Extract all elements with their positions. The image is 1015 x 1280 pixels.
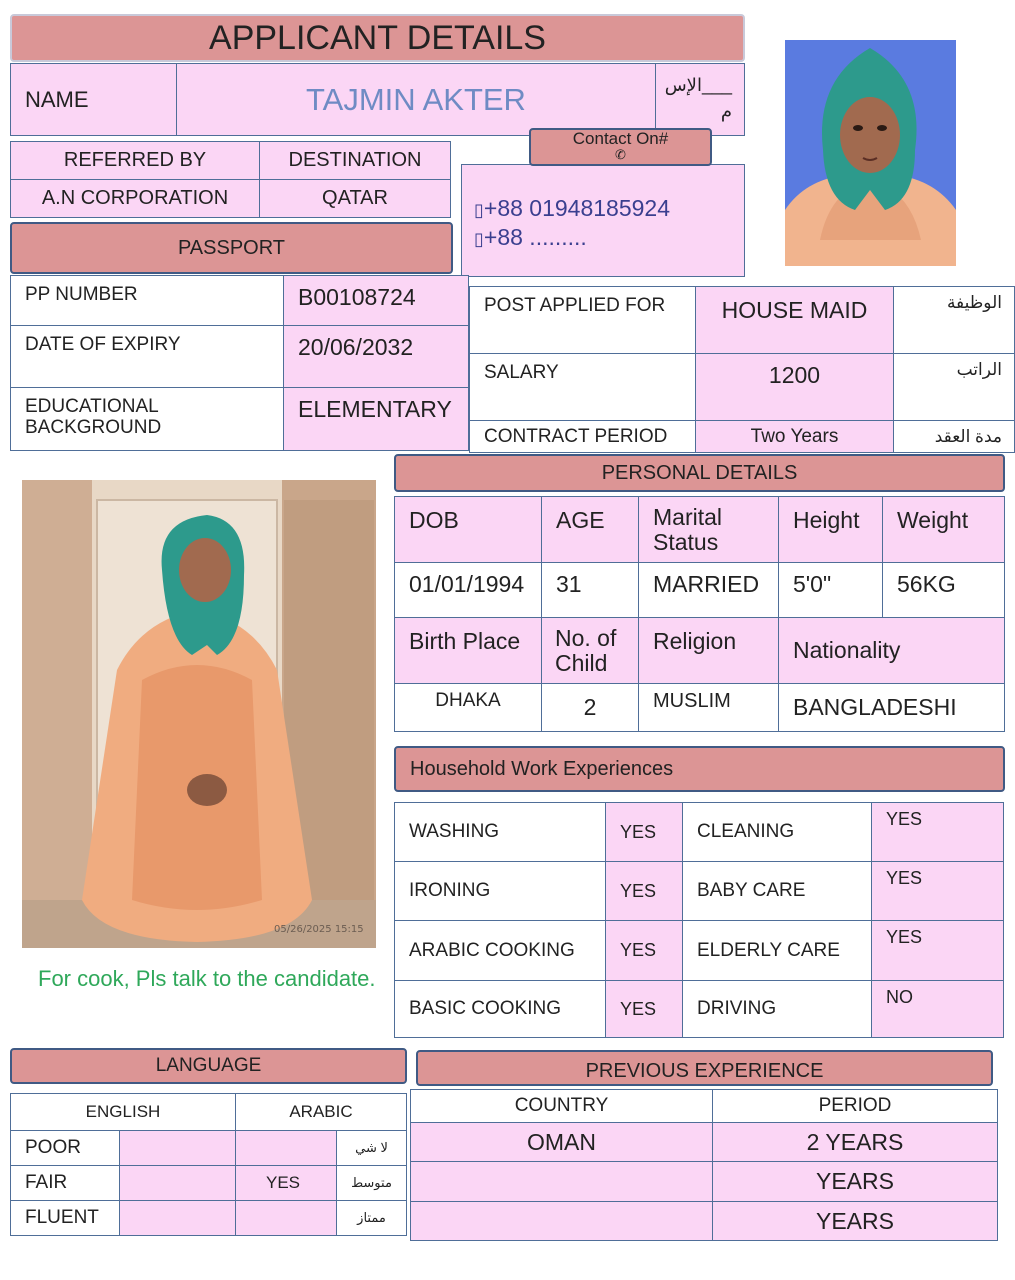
destination-value: QATAR [259, 179, 451, 218]
weight-label: Weight [882, 496, 1005, 563]
personal-title-bar: PERSONAL DETAILS [394, 454, 1005, 492]
language-english-value [119, 1165, 236, 1201]
household-task-left: BASIC COOKING [394, 980, 606, 1038]
phone-secondary[interactable]: ▯+88 ......... [474, 224, 587, 250]
passport-title-bar: PASSPORT [10, 222, 453, 274]
height-label: Height [778, 496, 883, 563]
phone-primary[interactable]: ▯+88 01948185924 [474, 195, 671, 221]
english-header: ENGLISH [10, 1093, 236, 1131]
arabic-header: ARABIC [235, 1093, 407, 1131]
household-task-left: WASHING [394, 802, 606, 862]
language-level: FLUENT [10, 1200, 120, 1236]
marital-value: MARRIED [638, 562, 779, 618]
household-value-right: YES [871, 861, 1004, 921]
language-arabic-value: YES [235, 1165, 337, 1201]
household-value-left: YES [605, 861, 683, 921]
referred-by-value: A.N CORPORATION [10, 179, 260, 218]
salary-value: 1200 [695, 353, 894, 421]
language-level-arabic: ممتاز [336, 1200, 407, 1236]
cook-note: For cook, Pls talk to the candidate. [38, 966, 376, 991]
household-value-right: NO [871, 980, 1004, 1038]
marital-label: Marital Status [638, 496, 779, 563]
previous-country [410, 1161, 713, 1202]
language-level: FAIR [10, 1165, 120, 1201]
contract-label: CONTRACT PERIOD [469, 420, 696, 453]
birthplace-value: DHAKA [394, 683, 542, 732]
household-value-left: YES [605, 980, 683, 1038]
referred-by-label: REFERRED BY [10, 141, 260, 180]
language-english-value [119, 1130, 236, 1166]
contact-title-bar: Contact On# ✆ [529, 128, 712, 166]
household-value-left: YES [605, 920, 683, 981]
previous-period: YEARS [712, 1201, 998, 1241]
salary-label: SALARY [469, 353, 696, 421]
education-value: ELEMENTARY [283, 387, 469, 451]
country-header: COUNTRY [410, 1089, 713, 1123]
religion-value: MUSLIM [638, 683, 779, 732]
language-arabic-value [235, 1200, 337, 1236]
language-arabic-value [235, 1130, 337, 1166]
dob-value: 01/01/1994 [394, 562, 542, 618]
children-value: 2 [541, 683, 639, 732]
contract-value: Two Years [695, 420, 894, 453]
photo-timestamp: 05/26/2025 15:15 [274, 924, 364, 935]
language-level: POOR [10, 1130, 120, 1166]
age-value: 31 [541, 562, 639, 618]
title-bar [10, 14, 745, 62]
page-title: APPLICANT DETAILS [209, 18, 546, 57]
household-task-right: CLEANING [682, 802, 872, 862]
household-value-left: YES [605, 802, 683, 862]
previous-country [410, 1201, 713, 1241]
birthplace-label: Birth Place [394, 617, 542, 684]
previous-country: OMAN [410, 1122, 713, 1162]
dob-label: DOB [394, 496, 542, 563]
previous-period: 2 YEARS [712, 1122, 998, 1162]
weight-value: 56KG [882, 562, 1005, 618]
language-level-arabic: متوسط [336, 1165, 407, 1201]
passport-photo [785, 40, 956, 266]
language-english-value [119, 1200, 236, 1236]
period-header: PERIOD [712, 1089, 998, 1123]
name-value-cell [176, 63, 656, 136]
previous-title-bar: PREVIOUS EXPERIENCE [416, 1050, 993, 1086]
name-label-cell: NAME [10, 63, 177, 136]
household-task-right: ELDERLY CARE [682, 920, 872, 981]
destination-label: DESTINATION [259, 141, 451, 180]
post-arabic: الوظيفة [893, 286, 1015, 354]
education-label: EDUCATIONAL BACKGROUND [10, 387, 284, 451]
full-body-photo [22, 480, 376, 948]
phone-icon: ✆ [615, 147, 626, 162]
household-value-right: YES [871, 920, 1004, 981]
previous-period: YEARS [712, 1161, 998, 1202]
pp-number-value: B00108724 [283, 275, 469, 326]
household-task-right: BABY CARE [682, 861, 872, 921]
nationality-label: Nationality [778, 617, 1005, 684]
language-level-arabic: لا شي [336, 1130, 407, 1166]
expiry-label: DATE OF EXPIRY [10, 325, 284, 388]
nationality-value: BANGLADESHI [778, 683, 1005, 732]
contract-arabic: مدة العقد [893, 420, 1015, 453]
name-arabic-cell: الإس___ م [655, 63, 745, 136]
religion-label: Religion [638, 617, 779, 684]
age-label: AGE [541, 496, 639, 563]
expiry-value: 20/06/2032 [283, 325, 469, 388]
pp-number-label: PP NUMBER [10, 275, 284, 326]
household-value-right: YES [871, 802, 1004, 862]
applicant-name: TAJMIN AKTER [306, 81, 526, 117]
contact-box [461, 164, 745, 277]
salary-arabic: الراتب [893, 353, 1015, 421]
children-label: No. of Child [541, 617, 639, 684]
household-title-bar: Household Work Experiences [394, 746, 1005, 792]
household-task-left: ARABIC COOKING [394, 920, 606, 981]
height-value: 5'0" [778, 562, 883, 618]
household-task-left: IRONING [394, 861, 606, 921]
post-label: POST APPLIED FOR [469, 286, 696, 354]
post-value: HOUSE MAID [695, 286, 894, 354]
language-title-bar: LANGUAGE [10, 1048, 407, 1084]
household-task-right: DRIVING [682, 980, 872, 1038]
